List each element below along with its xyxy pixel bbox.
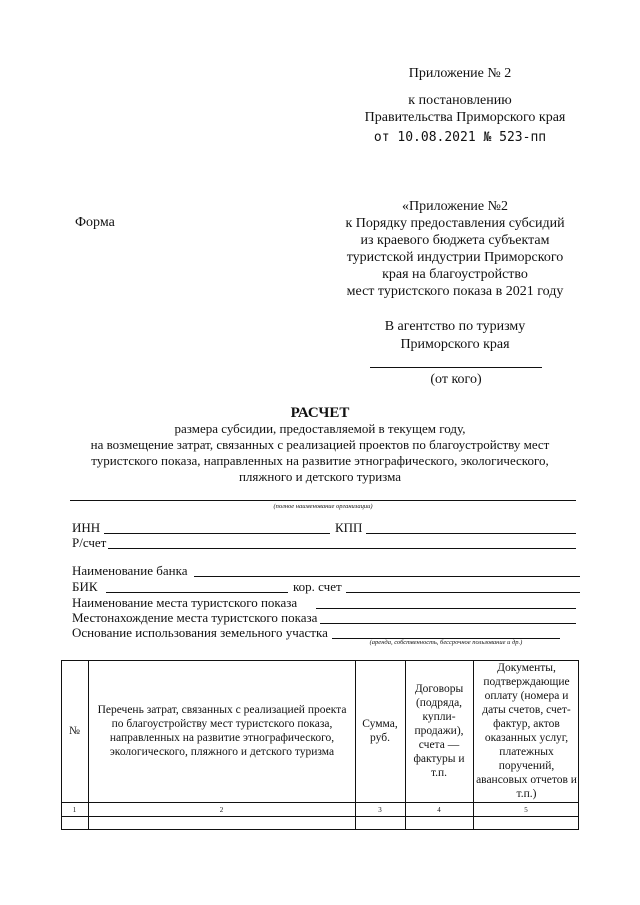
- table-colnum-1: 1: [72, 805, 77, 814]
- place-name-label: Наименование места туристского показа: [72, 595, 298, 610]
- addressee-line1: В агентство по туризму: [384, 319, 526, 334]
- account-label: Р/счет: [72, 535, 107, 550]
- table-header-docs: Документы, подтверждающие оплату (номера и даты счетов, счет-фактур, актов оказанных услуг, платежных поручений, авансовых отчетов и т.п.): [476, 662, 577, 800]
- appendix-line1: Приложение № 2: [408, 66, 512, 81]
- bank-field[interactable]: [194, 576, 580, 577]
- title-line4: пляжного и детского туризма: [238, 469, 402, 484]
- appendix2-line2: к Порядку предоставления субсидий: [345, 216, 565, 231]
- title-line1: размера субсидии, предоставляемой в текущем году,: [174, 421, 466, 436]
- land-basis-hint: (аренда, собственность, бессрочное пользование и др.): [369, 639, 523, 646]
- table-row-empty[interactable]: [61, 817, 579, 830]
- addressee-line2: Приморского края: [400, 337, 510, 352]
- kpp-label: КПП: [335, 520, 363, 535]
- appendix2-line4: туристской индустрии Приморского: [346, 250, 564, 265]
- document-title: РАСЧЕТ: [290, 405, 350, 421]
- table-colnum-3: 3: [378, 805, 382, 814]
- appendix-line2: к постановлению: [408, 93, 512, 108]
- table-header-no: №: [69, 725, 80, 737]
- table-header-costs: Перечень затрат, связанных с реализацией проекта по благоустройству мест туристского показа, направленных на развитие этнографического, экологического, пляжного и детского туризма: [97, 704, 347, 758]
- form-label: Форма: [75, 215, 115, 230]
- place-location-field[interactable]: [320, 623, 576, 624]
- kpp-field[interactable]: [366, 533, 576, 534]
- table-header-sum: Сумма, руб.: [362, 718, 398, 744]
- appendix-line3: Правительства Приморского края: [364, 110, 566, 125]
- corr-label: кор. счет: [293, 579, 342, 594]
- appendix2-line5: края на благоустройство: [382, 267, 528, 282]
- appendix2-line6: мест туристского показа в 2021 году: [346, 284, 564, 299]
- inn-label: ИНН: [72, 520, 101, 535]
- corr-field[interactable]: [346, 592, 580, 593]
- place-location-label: Местонахождение места туристского показа: [72, 610, 318, 625]
- addressee-from-label: (от кого): [430, 372, 482, 387]
- bik-field[interactable]: [106, 592, 288, 593]
- bank-label: Наименование банка: [72, 563, 188, 578]
- table-colnum-5: 5: [524, 805, 528, 814]
- addressee-from-line[interactable]: [370, 367, 542, 368]
- appendix-date-number: от 10.08.2021 № 523-пп: [373, 130, 547, 145]
- appendix2-line3: из краевого бюджета субъектам: [360, 233, 550, 248]
- inn-field[interactable]: [104, 533, 330, 534]
- appendix2-line1: «Приложение №2: [402, 199, 508, 214]
- org-name-line[interactable]: [70, 500, 576, 501]
- land-basis-label: Основание использования земельного участка: [72, 625, 328, 640]
- place-name-field[interactable]: [316, 608, 576, 609]
- bik-label: БИК: [72, 579, 98, 594]
- title-line3: туристского показа, направленных на развитие этнографического, экологического,: [91, 453, 549, 468]
- account-field[interactable]: [108, 548, 576, 549]
- org-name-hint: (полное наименование организации): [273, 503, 373, 510]
- table-colnum-4: 4: [437, 805, 441, 814]
- table-header-contracts: Договоры (подряда, купли-продажи), счета — фактуры и т.п.: [413, 683, 465, 779]
- title-line2: на возмещение затрат, связанных с реализацией проектов по благоустройству мест: [90, 437, 550, 452]
- table-colnum-2: 2: [219, 805, 224, 814]
